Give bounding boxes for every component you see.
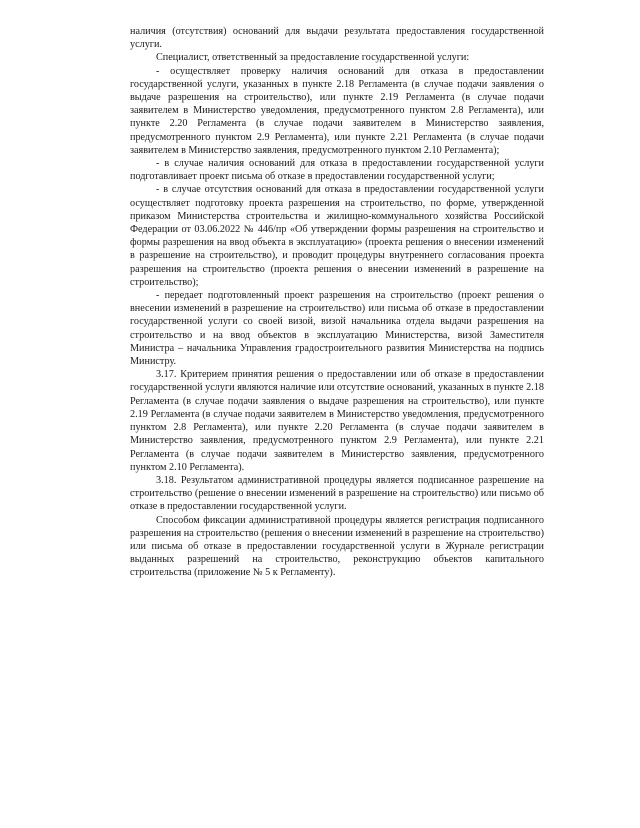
paragraph-transfer-signature: - передает подготовленный проект разрешения на строительство (проект решения о внесении изменений в разрешение на строительство) или письма об отказе в предоставлении государственной услуги со своей визой, визой начальника отдела выдачи разрешения на строительство и на ввод объектов в эксплуатацию Министерства, визой Заместителя Министра – начальника Управления градостроительного развития Министерства на подпись Министру.	[130, 290, 544, 368]
paragraph-continuation: наличия (отсутствия) оснований для выдачи результата предоставления государственной услуги.	[130, 26, 544, 51]
paragraph-permit-draft: - в случае отсутствия оснований для отказа в предоставлении государственной услуги осуществляет подготовку проекта разрешения на строительство, по форме, утвержденной приказом Министерства строительства и жилищно-коммунального хозяйства Российской Федерации от 03.06.2022 № 446/пр «Об утверждении формы разрешения на строительство и формы разрешения на ввод объекта в эксплуатацию» (проекта решения о внесении изменений в разрешение на строительство), и проводит процедуры внутреннего согласования проекта разрешения на строительство (проекта решения о внесении изменений в разрешение на строительство);	[130, 184, 544, 288]
paragraph-3-17-criterion: 3.17. Критерием принятия решения о предоставлении или об отказе в предоставлении государственной услуги являются наличие или отсутствие оснований, указанных в пункте 2.18 Регламента (в случае подачи заявления о выдаче разрешения на строительство), или пункте 2.19 Регламента (в случае подачи заявителем в Министерство уведомления, предусмотренного пунктом 2.8 Регламента), или пункте 2.20 Регламента (в случае подачи заявителем в Министерство заявления, предусмотренного пунктом 2.9 Регламента), или пункте 2.21 Регламента (в случае подачи заявителем в Министерство заявления, предусмотренного пунктом 2.10 Регламента).	[130, 369, 544, 473]
paragraph-specialist-intro: Специалист, ответственный за предоставление государственной услуги:	[156, 52, 470, 64]
paragraph-fixation-method: Способом фиксации административной процедуры является регистрация подписанного разрешения на строительство (решения о внесении изменений в разрешение на строительство) или письма об отказе в предоставлении государственной услуги в Журнале регистрации выданных разрешений на строительство, реконструкцию объектов капитального строительства (приложение № 5 к Регламенту).	[130, 514, 544, 579]
paragraph-refusal-draft: - в случае наличия оснований для отказа в предоставлении государственной услуги подготавливает проект письма об отказе в предоставлении государственной услуги;	[130, 158, 544, 183]
paragraph-check-grounds: - осуществляет проверку наличия оснований для отказа в предоставлении государственной услуги, указанных в пункте 2.18 Регламента (в случае подачи заявления о выдаче разрешения на строительство), или пункте 2.19 Регламента (в случае подачи заявителем в Министерство уведомления, предусмотренного пунктом 2.8 Регламента), или пункте 2.20 Регламента (в случае подачи заявителем в Министерство заявления, предусмотренного пунктом 2.9 Регламента), или пункте 2.21 Регламента (в случае подачи заявителем в Министерство заявления, предусмотренного пунктом 2.10 Регламента);	[130, 65, 544, 156]
document-body	[130, 25, 544, 580]
paragraph-3-18-result: 3.18. Результатом административной процедуры является подписанное разрешение на строительство (решение о внесении изменений в разрешение на строительство) или письмо об отказе в предоставлении государственной услуги.	[130, 474, 544, 513]
